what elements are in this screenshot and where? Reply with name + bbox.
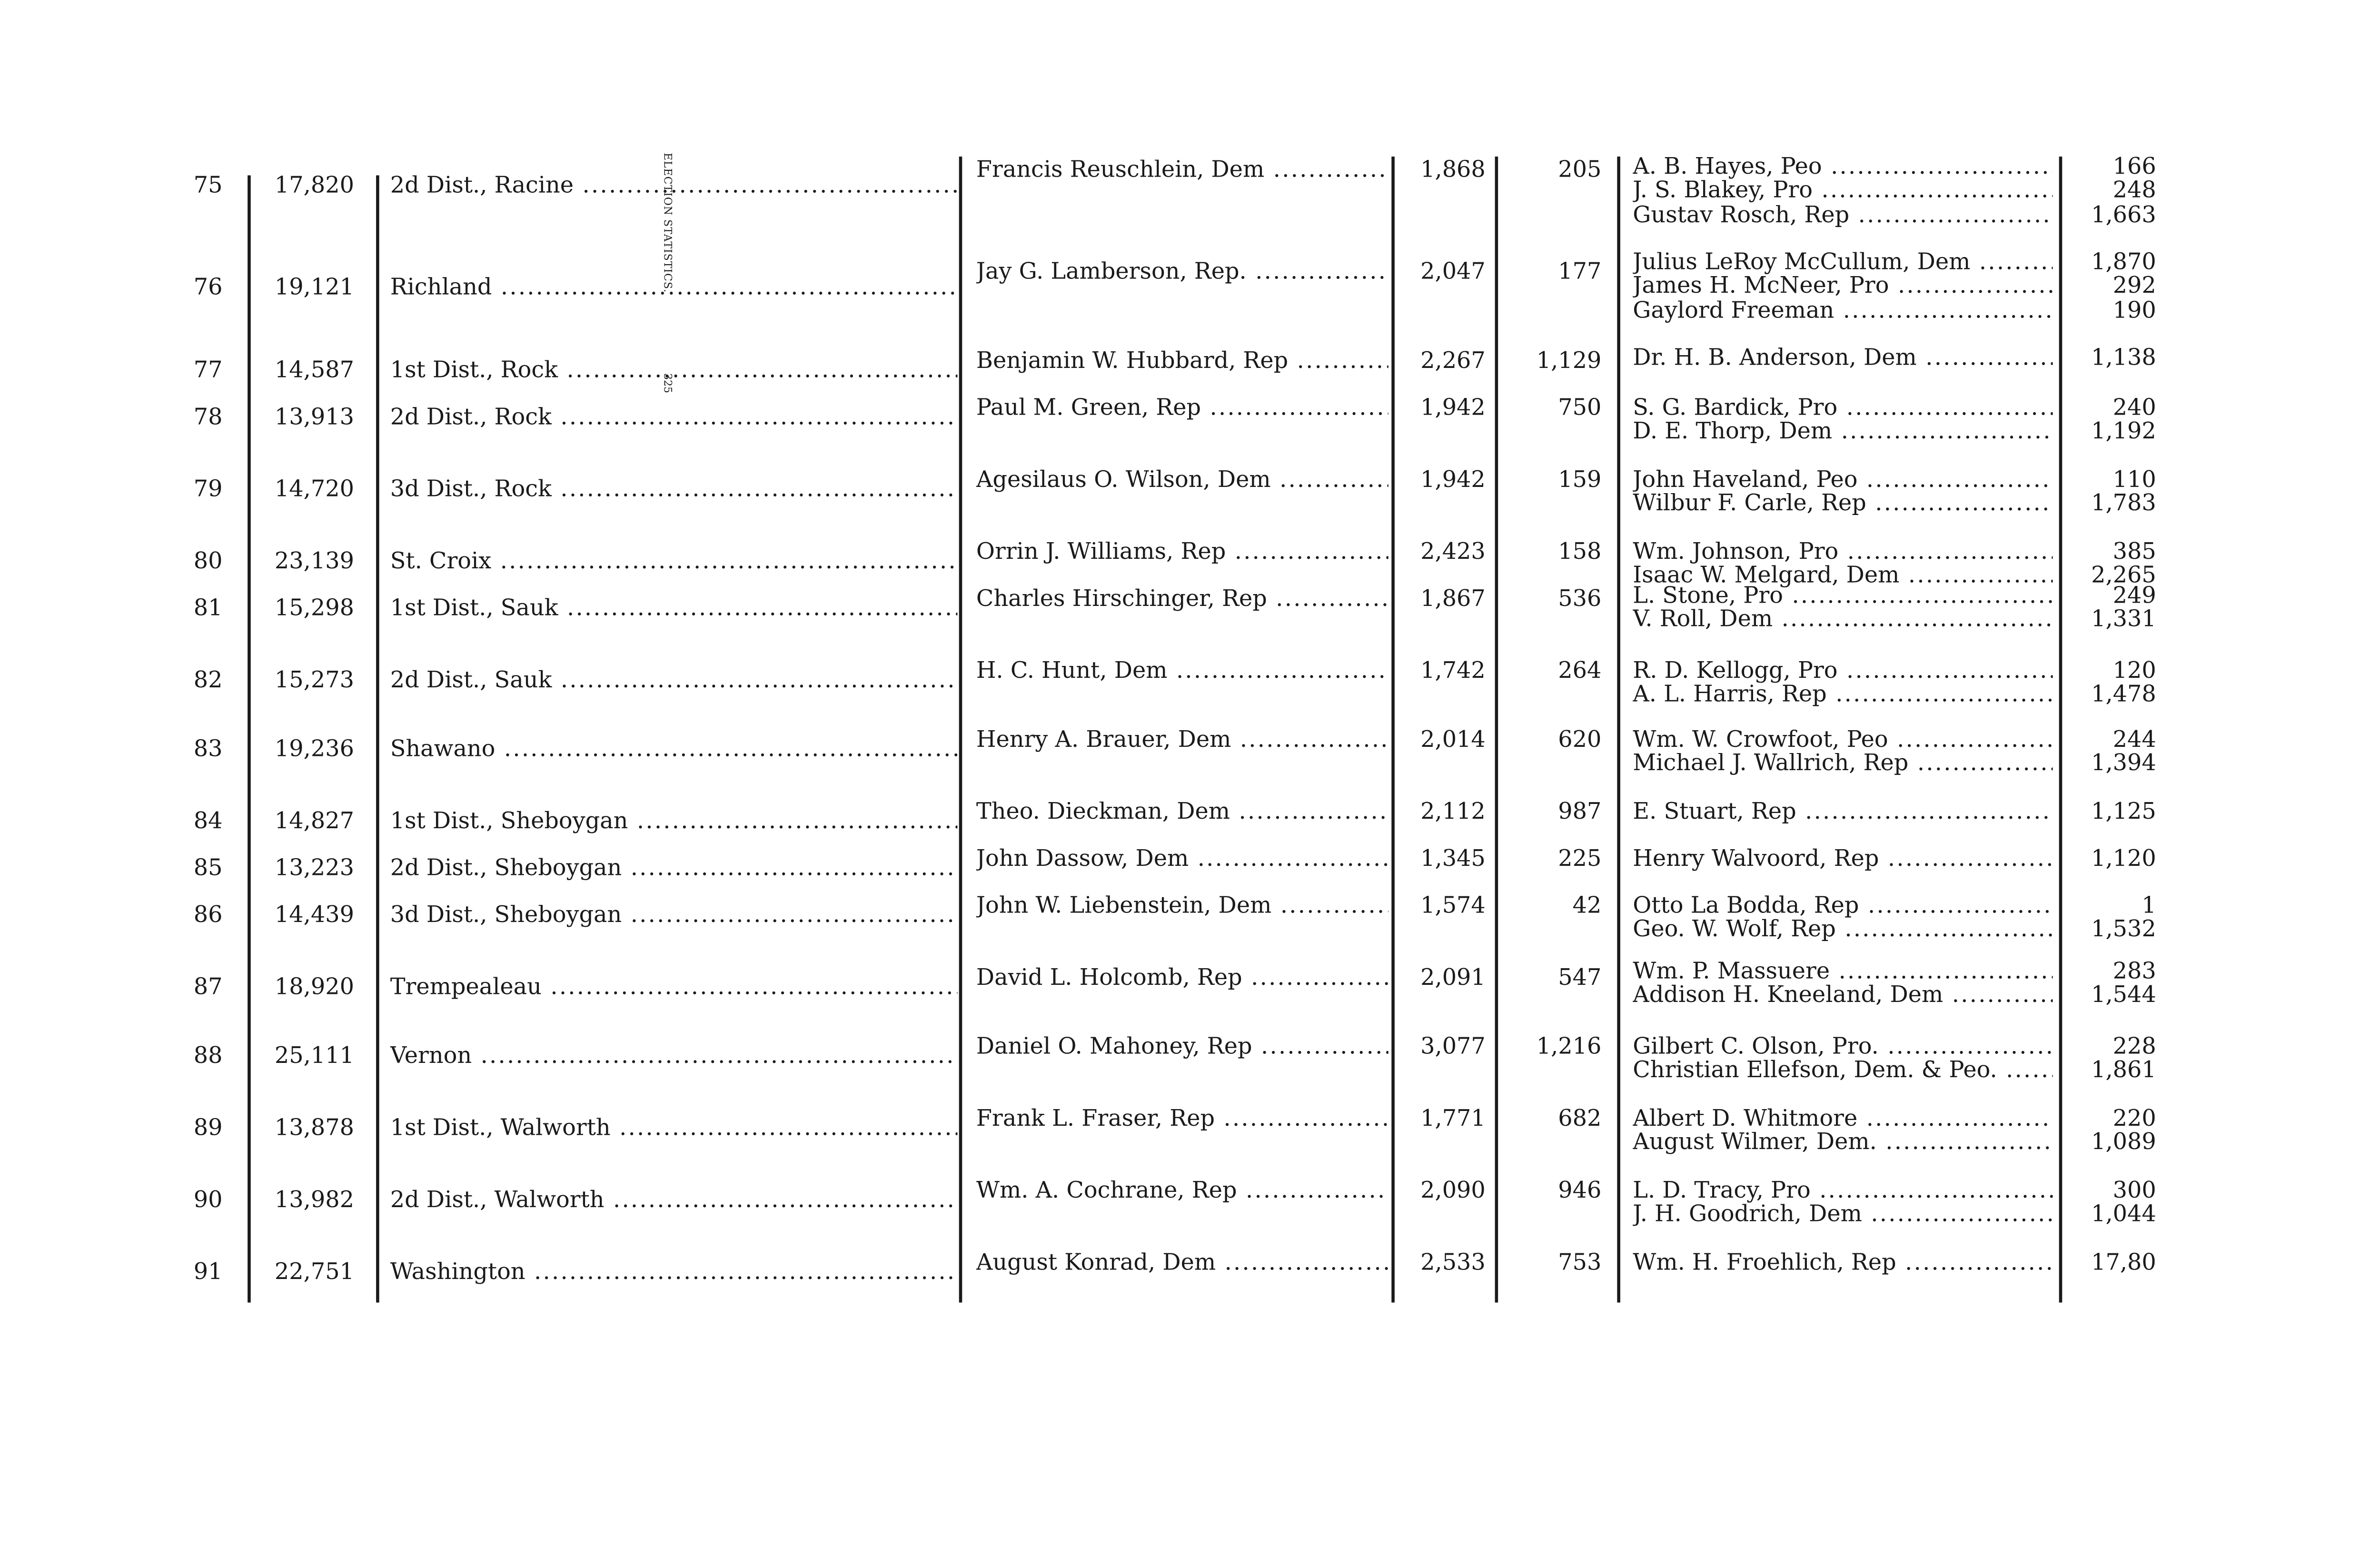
opponent-votes xyxy=(2072,347,2156,372)
opponent-name: E. Stuart, Rep ..... xyxy=(1633,802,2053,826)
opponent-votes xyxy=(2072,1109,2156,1157)
opponents xyxy=(1633,730,2053,778)
opponent-vote-count: 110 xyxy=(2112,469,2156,494)
opponent-vote-count: 300 xyxy=(2112,1180,2156,1204)
opponent-name: S. G. Bardick, Pro ..... xyxy=(1633,397,2053,422)
member-elected xyxy=(976,849,1388,873)
member-elected xyxy=(976,968,1388,992)
plurality: 753 xyxy=(1558,1250,1602,1276)
opponents xyxy=(1633,252,2053,325)
assembly-district xyxy=(390,551,958,575)
opponent-vote-count: 283 xyxy=(2112,961,2156,985)
opponent-vote-count: 1,394 xyxy=(2091,754,2156,777)
opponent-vote-count: 240 xyxy=(2112,397,2156,421)
plurality: 547 xyxy=(1558,966,1602,991)
page-number-text: 325 xyxy=(661,373,674,393)
member-elected xyxy=(976,470,1388,494)
opponent-name: Michael J. Wallrich, Rep ..... xyxy=(1633,754,2053,778)
plurality: 946 xyxy=(1558,1179,1602,1204)
population: 19,121 xyxy=(274,275,354,301)
opponent-name: John Haveland, Peo ..... xyxy=(1633,470,2053,494)
member-elected xyxy=(976,1109,1388,1133)
opponents xyxy=(1633,1252,2053,1277)
district-number: 75 xyxy=(193,174,223,199)
member-elected-text: Francis Reuschlein, Dem ..... xyxy=(976,159,1388,183)
population: 22,751 xyxy=(274,1260,354,1286)
plurality: 620 xyxy=(1558,728,1602,754)
assembly-district-text: 3d Dist., Rock ..... xyxy=(390,479,958,502)
opponent-vote-count: 166 xyxy=(2112,156,2156,180)
district-number: 88 xyxy=(193,1044,223,1070)
district-number: 87 xyxy=(193,975,223,1001)
assembly-district xyxy=(390,739,958,763)
opponent-name: V. Roll, Dem ..... xyxy=(1633,610,2053,634)
assembly-district-text: 2d Dist., Racine ..... xyxy=(390,175,958,198)
opponent-name: L. D. Tracy, Pro ..... xyxy=(1633,1180,2053,1205)
assembly-district-text: 2d Dist., Sheboygan ..... xyxy=(390,858,958,881)
assembly-district-text: 2d Dist., Rock ..... xyxy=(390,407,958,430)
opponents xyxy=(1633,397,2053,446)
plurality: 225 xyxy=(1558,847,1602,872)
opponent-vote-count: 244 xyxy=(2112,729,2156,754)
opponent-vote-count: 1,783 xyxy=(2091,494,2156,517)
district-number: 79 xyxy=(193,477,223,503)
plurality: 42 xyxy=(1572,894,1602,919)
member-votes: 2,091 xyxy=(1420,966,1486,991)
plurality: 750 xyxy=(1558,396,1602,421)
assembly-district xyxy=(390,670,958,694)
member-elected-text: David L. Holcomb, Rep ..... xyxy=(976,968,1388,991)
plurality: 205 xyxy=(1558,158,1602,183)
opponent-vote-count: 1 xyxy=(2142,895,2156,919)
member-elected-text: August Konrad, Dem ..... xyxy=(976,1252,1388,1276)
opponent-votes xyxy=(2072,1180,2156,1229)
assembly-district-text: 1st Dist., Sauk ..... xyxy=(390,598,958,621)
opponent-vote-count: 190 xyxy=(2112,300,2156,324)
member-elected xyxy=(976,1180,1388,1205)
population: 14,587 xyxy=(274,358,354,384)
opponent-name: A. B. Hayes, Peo ..... xyxy=(1633,157,2053,181)
opponent-name: Gilbert C. Olson, Pro. ..... xyxy=(1633,1036,2053,1061)
assembly-district xyxy=(390,407,958,431)
member-elected xyxy=(976,351,1388,375)
opponent-name: J. H. Goodrich, Dem ..... xyxy=(1633,1205,2053,1229)
opponent-name: Wm. Johnson, Pro ..... xyxy=(1633,542,2053,566)
assembly-district xyxy=(390,175,958,199)
assembly-district-text: 1st Dist., Rock ..... xyxy=(390,360,958,383)
opponent-votes xyxy=(2072,802,2156,826)
opponent-name: Wilbur F. Carle, Rep ..... xyxy=(1633,494,2053,518)
member-votes: 2,533 xyxy=(1420,1250,1486,1276)
assembly-district-text: 1st Dist., Sheboygan ..... xyxy=(390,811,958,834)
member-votes: 1,942 xyxy=(1420,468,1486,494)
opponent-name: Albert D. Whitmore ..... xyxy=(1633,1109,2053,1133)
assembly-district xyxy=(390,360,958,384)
assembly-district-text: Shawano ..... xyxy=(390,739,958,762)
member-votes: 2,267 xyxy=(1420,349,1486,375)
opponent-votes xyxy=(2072,542,2156,590)
assembly-district xyxy=(390,1190,958,1214)
member-elected xyxy=(976,895,1388,920)
population: 25,111 xyxy=(274,1044,354,1070)
member-elected-text: Orrin J. Williams, Rep ..... xyxy=(976,542,1388,565)
plurality: 264 xyxy=(1558,659,1602,684)
opponents xyxy=(1633,849,2053,873)
population: 23,139 xyxy=(274,549,354,575)
plurality: 159 xyxy=(1558,468,1602,494)
plurality: 158 xyxy=(1558,540,1602,565)
opponent-vote-count: 1,478 xyxy=(2091,684,2156,708)
district-number: 78 xyxy=(193,405,223,431)
member-elected-text: Agesilaus O. Wilson, Dem ..... xyxy=(976,470,1388,493)
assembly-district xyxy=(390,479,958,503)
opponent-name: Geo. W. Wolf, Rep ..... xyxy=(1633,920,2053,944)
opponent-vote-count: 1,663 xyxy=(2091,205,2156,228)
assembly-district xyxy=(390,905,958,929)
opponent-vote-count: 1,331 xyxy=(2091,609,2156,634)
member-elected xyxy=(976,589,1388,613)
member-elected xyxy=(976,802,1388,826)
population: 13,878 xyxy=(274,1116,354,1141)
member-elected-text: H. C. Hunt, Dem ..... xyxy=(976,661,1388,684)
assembly-district xyxy=(390,811,958,835)
assembly-district xyxy=(390,977,958,1001)
assembly-district xyxy=(390,1046,958,1070)
opponents xyxy=(1633,661,2053,709)
opponent-name: R. D. Kellogg, Pro ..... xyxy=(1633,661,2053,685)
plurality: 682 xyxy=(1558,1107,1602,1132)
plurality: 987 xyxy=(1558,800,1602,825)
opponent-name: Christian Ellefson, Dem. & Peo. ..... xyxy=(1633,1061,2053,1085)
opponent-name: Julius LeRoy McCullum, Dem ..... xyxy=(1633,252,2053,277)
member-elected-text: Frank L. Fraser, Rep ..... xyxy=(976,1109,1388,1132)
opponent-vote-count: 1,138 xyxy=(2091,347,2156,371)
opponents xyxy=(1633,895,2053,943)
assembly-district-text: Richland ..... xyxy=(390,277,958,300)
opponent-vote-count: 120 xyxy=(2112,660,2156,684)
opponent-name: Wm. W. Crowfoot, Peo ..... xyxy=(1633,730,2053,754)
population: 14,439 xyxy=(274,903,354,929)
member-elected xyxy=(976,661,1388,685)
population: 15,298 xyxy=(274,596,354,622)
column-rule xyxy=(959,157,962,1303)
opponents xyxy=(1633,470,2053,518)
opponent-name: Wm. H. Froehlich, Rep ..... xyxy=(1633,1252,2053,1277)
assembly-district-text: 2d Dist., Sauk ..... xyxy=(390,670,958,694)
column-rule xyxy=(1495,157,1498,1303)
opponent-vote-count: 228 xyxy=(2112,1036,2156,1060)
opponent-votes xyxy=(2072,157,2156,229)
district-number: 83 xyxy=(193,737,223,763)
opponent-vote-count: 2,265 xyxy=(2091,565,2156,589)
opponent-vote-count: 385 xyxy=(2112,541,2156,565)
opponent-name: Henry Walvoord, Rep ..... xyxy=(1633,849,2053,873)
opponent-vote-count: 1,544 xyxy=(2091,985,2156,1009)
opponent-name: D. E. Thorp, Dem ..... xyxy=(1633,422,2053,446)
opponents xyxy=(1633,1036,2053,1084)
opponent-votes xyxy=(2072,252,2156,325)
column-rule xyxy=(1617,157,1620,1303)
opponent-name: Wm. P. Massuere ..... xyxy=(1633,961,2053,985)
member-elected-text: Wm. A. Cochrane, Rep ..... xyxy=(976,1180,1388,1204)
opponent-name: August Wilmer, Dem. ..... xyxy=(1633,1132,2053,1157)
member-elected-text: Daniel O. Mahoney, Rep ..... xyxy=(976,1036,1388,1060)
opponent-vote-count: 1,125 xyxy=(2091,801,2156,825)
member-elected xyxy=(976,159,1388,184)
plurality: 536 xyxy=(1558,587,1602,612)
opponent-votes xyxy=(2072,849,2156,873)
opponents xyxy=(1633,542,2053,590)
opponent-name: A. L. Harris, Rep ..... xyxy=(1633,685,2053,709)
assembly-district xyxy=(390,1262,958,1286)
assembly-district-text: Vernon ..... xyxy=(390,1046,958,1069)
opponent-vote-count: 220 xyxy=(2112,1108,2156,1132)
member-votes: 3,077 xyxy=(1420,1035,1486,1060)
assembly-district xyxy=(390,1118,958,1142)
opponent-votes xyxy=(2072,397,2156,446)
member-votes: 2,112 xyxy=(1420,800,1486,825)
member-elected xyxy=(976,397,1388,422)
opponents xyxy=(1633,157,2053,229)
assembly-district-text: Washington ..... xyxy=(390,1262,958,1285)
district-number: 82 xyxy=(193,668,223,694)
population: 13,223 xyxy=(274,856,354,882)
member-elected-text: Theo. Dieckman, Dem ..... xyxy=(976,802,1388,825)
district-number: 76 xyxy=(193,275,223,301)
member-elected-text: John Dassow, Dem ..... xyxy=(976,849,1388,872)
opponents xyxy=(1633,585,2053,634)
opponent-name: Otto La Bodda, Rep ..... xyxy=(1633,895,2053,920)
opponent-votes xyxy=(2072,470,2156,518)
assembly-district-text: Trempealeau ..... xyxy=(390,977,958,1000)
opponent-vote-count: 17,80 xyxy=(2091,1252,2156,1276)
opponents xyxy=(1633,802,2053,826)
plurality: 1,216 xyxy=(1536,1035,1602,1060)
opponent-votes xyxy=(2072,585,2156,634)
opponent-vote-count: 1,089 xyxy=(2091,1132,2156,1156)
opponent-vote-count: 292 xyxy=(2112,276,2156,300)
district-number: 77 xyxy=(193,358,223,384)
opponent-votes xyxy=(2072,730,2156,778)
district-number: 84 xyxy=(193,809,223,835)
district-number: 80 xyxy=(193,549,223,575)
member-elected-text: Henry A. Brauer, Dem ..... xyxy=(976,730,1388,753)
member-votes: 1,868 xyxy=(1420,158,1486,183)
assembly-district-text: 3d Dist., Sheboygan ..... xyxy=(390,905,958,928)
opponent-name: Addison H. Kneeland, Dem ..... xyxy=(1633,985,2053,1010)
opponent-vote-count: 1,532 xyxy=(2091,919,2156,943)
member-elected xyxy=(976,1252,1388,1277)
opponent-name: Gaylord Freeman ..... xyxy=(1633,300,2053,325)
opponent-votes xyxy=(2072,961,2156,1009)
opponent-vote-count: 1,044 xyxy=(2091,1204,2156,1228)
district-number: 90 xyxy=(193,1188,223,1213)
column-rule xyxy=(376,175,379,1302)
opponents xyxy=(1633,1109,2053,1157)
population: 19,236 xyxy=(274,737,354,763)
column-rule xyxy=(2059,157,2063,1303)
population: 14,827 xyxy=(274,809,354,835)
member-elected-text: Benjamin W. Hubbard, Rep ..... xyxy=(976,351,1388,374)
opponent-vote-count: 1,861 xyxy=(2091,1060,2156,1084)
opponent-name: J. S. Blakey, Pro ..... xyxy=(1633,181,2053,205)
district-number: 91 xyxy=(193,1260,223,1286)
opponent-name: Isaac W. Melgard, Dem ..... xyxy=(1633,566,2053,590)
opponent-name: Dr. H. B. Anderson, Dem ..... xyxy=(1633,347,2053,372)
member-votes: 1,345 xyxy=(1420,847,1486,872)
opponent-vote-count: 1,120 xyxy=(2091,848,2156,872)
opponent-name: James H. McNeer, Pro ..... xyxy=(1633,276,2053,300)
assembly-district-text: 1st Dist., Walworth ..... xyxy=(390,1118,958,1141)
population: 13,982 xyxy=(274,1188,354,1213)
population: 13,913 xyxy=(274,405,354,431)
opponent-name: Gustav Rosch, Rep ..... xyxy=(1633,205,2053,229)
column-rule xyxy=(248,175,251,1302)
member-elected-text: Paul M. Green, Rep ..... xyxy=(976,397,1388,421)
plurality: 1,129 xyxy=(1536,349,1602,375)
running-title-text: ELECTION STATISTICS. xyxy=(661,152,674,293)
assembly-district xyxy=(390,858,958,882)
opponents xyxy=(1633,1180,2053,1229)
member-elected xyxy=(976,261,1388,286)
opponents xyxy=(1633,961,2053,1009)
district-number: 85 xyxy=(193,856,223,882)
member-elected-text: John W. Liebenstein, Dem ..... xyxy=(976,895,1388,919)
plurality: 177 xyxy=(1558,259,1602,285)
opponent-vote-count: 248 xyxy=(2112,180,2156,204)
member-votes: 2,423 xyxy=(1420,540,1486,565)
member-elected-text: Charles Hirschinger, Rep ..... xyxy=(976,589,1388,612)
population: 14,720 xyxy=(274,477,354,503)
member-elected xyxy=(976,542,1388,566)
opponent-votes xyxy=(2072,895,2156,943)
assembly-district-text: St. Croix ..... xyxy=(390,551,958,575)
assembly-district xyxy=(390,598,958,622)
population: 18,920 xyxy=(274,975,354,1001)
opponent-votes xyxy=(2072,661,2156,709)
member-votes: 2,014 xyxy=(1420,728,1486,754)
district-number: 89 xyxy=(193,1116,223,1141)
opponent-votes xyxy=(2072,1036,2156,1084)
member-votes: 1,867 xyxy=(1420,587,1486,612)
member-elected-text: Jay G. Lamberson, Rep. ..... xyxy=(976,261,1388,285)
opponent-vote-count: 249 xyxy=(2112,585,2156,609)
district-number: 86 xyxy=(193,903,223,929)
member-votes: 1,742 xyxy=(1420,659,1486,684)
assembly-district-text: 2d Dist., Walworth ..... xyxy=(390,1190,958,1213)
population: 17,820 xyxy=(274,174,354,199)
opponent-vote-count: 1,192 xyxy=(2091,422,2156,446)
assembly-district xyxy=(390,277,958,301)
opponent-votes xyxy=(2072,1252,2156,1277)
member-votes: 2,047 xyxy=(1420,259,1486,285)
member-votes: 1,771 xyxy=(1420,1107,1486,1132)
member-elected xyxy=(976,1036,1388,1061)
member-votes: 2,090 xyxy=(1420,1179,1486,1204)
member-votes: 1,942 xyxy=(1420,396,1486,421)
opponent-vote-count: 1,870 xyxy=(2091,252,2156,276)
member-elected xyxy=(976,730,1388,754)
opponent-name: L. Stone, Pro ..... xyxy=(1633,585,2053,610)
opponents xyxy=(1633,347,2053,372)
district-number: 81 xyxy=(193,596,223,622)
population: 15,273 xyxy=(274,668,354,694)
column-rule xyxy=(1391,157,1395,1303)
member-votes: 1,574 xyxy=(1420,894,1486,919)
